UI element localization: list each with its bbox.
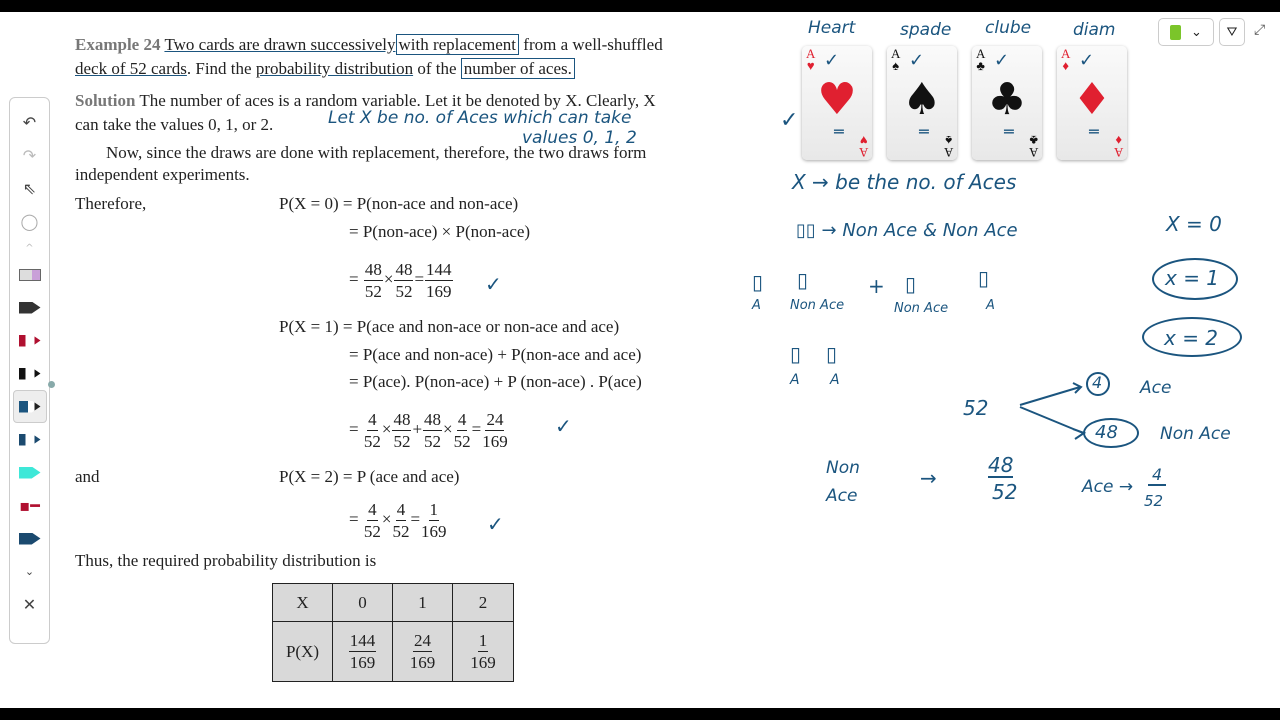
card-corner: A ♠ bbox=[891, 46, 901, 73]
table-cell: $\frac{1}{169}$ bbox=[453, 622, 514, 682]
playing-card bbox=[1057, 46, 1127, 160]
therefore-label: Therefore, bbox=[75, 194, 147, 213]
px1-step-3: = P(ace). P(non-ace) + P (non-ace) . P(ace) bbox=[349, 372, 642, 391]
fountain-pen-icon[interactable] bbox=[13, 522, 47, 555]
solution-line-3: Now, since the draws are done with replacement, therefore, the two draws form bbox=[106, 143, 647, 162]
handwritten-note: 48 bbox=[1095, 422, 1118, 443]
chevron-up-icon[interactable]: ^ bbox=[25, 242, 34, 254]
bottom-letterbox bbox=[0, 708, 1280, 720]
handwritten-note: Ace bbox=[1140, 378, 1172, 398]
card-corner: A ♠ bbox=[943, 133, 953, 160]
example-heading: Example 24 Two cards are drawn successively with replacement from a well-shuffled bbox=[75, 35, 663, 54]
suit-label: spade bbox=[900, 20, 952, 40]
double-line-mark: ═ bbox=[919, 122, 929, 141]
pen-red-icon[interactable] bbox=[13, 324, 47, 357]
pen-navy-icon[interactable] bbox=[13, 423, 47, 456]
undo-icon[interactable]: ↶ bbox=[22, 113, 37, 132]
handwritten-note: 52 bbox=[963, 396, 989, 420]
handwritten-note: Non Ace bbox=[894, 301, 949, 316]
probability-distribution-table bbox=[272, 583, 514, 682]
table-header: 2 bbox=[453, 584, 514, 622]
double-line-mark: ═ bbox=[834, 122, 844, 141]
card-corner: A ♥ bbox=[858, 133, 868, 160]
table-header: 0 bbox=[333, 584, 393, 622]
card-corner: A ♥ bbox=[806, 46, 816, 73]
pen-icon[interactable] bbox=[13, 291, 47, 324]
card-box-icon: ▯ bbox=[826, 342, 838, 366]
highlighter-icon[interactable] bbox=[13, 456, 47, 489]
suit-label: Heart bbox=[808, 18, 856, 38]
card-suit-icon: ♥ bbox=[817, 74, 857, 125]
playing-card bbox=[972, 46, 1042, 160]
and-label: and bbox=[75, 467, 100, 486]
notebook-icon bbox=[1170, 25, 1181, 40]
handwritten-note: 4 bbox=[1092, 373, 1103, 392]
check-mark-icon: ✓ bbox=[555, 414, 572, 438]
suit-label: clube bbox=[985, 18, 1032, 38]
check-mark-icon: ✓ bbox=[994, 50, 1010, 71]
handwritten-note: 48 bbox=[988, 453, 1014, 477]
card-suit-icon: ♦ bbox=[1072, 74, 1112, 125]
arrow-icon: → bbox=[920, 466, 937, 490]
card-box-icon: ▯ bbox=[790, 342, 802, 366]
table-cell: $\frac{24}{169}$ bbox=[393, 622, 453, 682]
ruler-icon[interactable]: ▪━ bbox=[19, 496, 40, 515]
handwritten-note: 52 bbox=[1144, 492, 1164, 510]
table-row bbox=[273, 622, 514, 682]
drawing-toolbar bbox=[9, 97, 50, 644]
card-box-icon: ▯ bbox=[905, 272, 917, 296]
handwritten-note: X = 0 bbox=[1166, 212, 1222, 236]
check-mark-icon: ✓ bbox=[909, 50, 925, 71]
handwritten-note: A bbox=[830, 372, 840, 388]
card-box-icon: ▯ bbox=[797, 268, 809, 292]
check-mark-icon: ✓ bbox=[824, 50, 840, 71]
handwritten-note: Let X be no. of Aces which can take bbox=[328, 108, 632, 128]
px0-equation: P(X = 0) = P(non-ace and non-ace) bbox=[279, 194, 519, 213]
table-cell: P(X) bbox=[273, 622, 333, 682]
filter-button[interactable] bbox=[1219, 18, 1245, 46]
card-box-icon: ▯ bbox=[752, 270, 764, 294]
px0-step-2: = P(non-ace) × P(non-ace) bbox=[349, 222, 531, 241]
handwritten-note: ▯▯ → Non Ace & Non Ace bbox=[796, 220, 1018, 241]
px2-equation: P(X = 2) = P (ace and ace) bbox=[279, 467, 460, 486]
notebook-button[interactable] bbox=[1158, 18, 1214, 46]
double-line-mark: ═ bbox=[1089, 122, 1099, 141]
handwritten-note: 52 bbox=[992, 480, 1018, 504]
px0-result: = $\frac{48}{52}$ × $\frac{48}{52}$ = $\frac{144}{169}$ bbox=[349, 260, 452, 301]
check-mark-icon: ✓ bbox=[485, 272, 502, 296]
chevron-down-icon[interactable]: ⌄ bbox=[24, 565, 35, 578]
handwritten-note: Ace bbox=[826, 486, 858, 506]
pen-blue-icon[interactable] bbox=[13, 390, 47, 423]
expand-icon[interactable]: ⤢ bbox=[1254, 22, 1266, 38]
card-corner: A ♣ bbox=[976, 46, 986, 73]
handwritten-note: x = 1 bbox=[1165, 266, 1220, 290]
px1-step-2: = P(ace and non-ace) + P(non-ace and ace) bbox=[349, 345, 642, 364]
handwritten-note: A bbox=[986, 298, 995, 313]
handwritten-note: A bbox=[752, 298, 761, 313]
solution-line-4: independent experiments. bbox=[75, 165, 250, 184]
suit-label: diam bbox=[1073, 20, 1116, 40]
eraser-icon[interactable] bbox=[13, 258, 47, 291]
check-mark-icon: ✓ bbox=[780, 108, 799, 133]
card-corner: A ♣ bbox=[1028, 133, 1038, 160]
handwritten-note: 4 bbox=[1148, 466, 1166, 486]
chevron-down-icon: ⌄ bbox=[1191, 24, 1202, 40]
select-icon[interactable]: ⇖ bbox=[22, 179, 37, 198]
check-mark-icon: ✓ bbox=[1079, 50, 1095, 71]
table-row bbox=[273, 584, 514, 622]
playing-card bbox=[802, 46, 872, 160]
card-corner: A ♦ bbox=[1061, 46, 1071, 73]
conclusion-text: Thus, the required probability distribution is bbox=[75, 551, 377, 570]
solution-line-2: can take the values 0, 1, or 2. bbox=[75, 115, 274, 134]
playing-card bbox=[887, 46, 957, 160]
solution-line-1: Solution The number of aces is a random variable. Let it be denoted by X. Clearly, X bbox=[75, 91, 656, 110]
handwritten-note: X → be the no. of Aces bbox=[792, 170, 1017, 194]
close-icon[interactable]: ✕ bbox=[22, 595, 37, 614]
handwritten-note: + bbox=[868, 274, 885, 298]
top-letterbox bbox=[0, 0, 1280, 12]
toolbar-resize-handle[interactable] bbox=[48, 381, 55, 388]
card-suit-icon: ♣ bbox=[987, 74, 1027, 125]
px1-equation: P(X = 1) = P(ace and non-ace or non-ace and ace) bbox=[279, 317, 620, 336]
example-line-2: deck of 52 cards. Find the probability distribution of the number of aces. bbox=[75, 59, 575, 79]
filter-icon: ⛛ bbox=[1226, 24, 1238, 40]
handwritten-note: Ace → bbox=[1082, 477, 1134, 497]
check-mark-icon: ✓ bbox=[487, 512, 504, 536]
handwritten-note: values 0, 1, 2 bbox=[522, 128, 637, 148]
handwritten-note: x = 2 bbox=[1164, 326, 1219, 350]
handwritten-note: Non Ace bbox=[1160, 424, 1231, 444]
pen-black-icon[interactable] bbox=[13, 357, 47, 390]
redo-icon[interactable]: ↷ bbox=[22, 146, 37, 165]
handwritten-note: Non bbox=[826, 458, 860, 478]
table-header: X bbox=[273, 584, 333, 622]
handwritten-note: Non Ace bbox=[790, 298, 845, 313]
table-cell: $\frac{144}{169}$ bbox=[333, 622, 393, 682]
px2-result: = $\frac{4}{52}$ × $\frac{4}{52}$ = $\frac{1}{169}$ bbox=[349, 500, 447, 541]
card-corner: A ♦ bbox=[1113, 133, 1123, 160]
card-suit-icon: ♠ bbox=[902, 74, 942, 125]
table-header: 1 bbox=[393, 584, 453, 622]
double-line-mark: ═ bbox=[1004, 122, 1014, 141]
lasso-icon[interactable]: ◯ bbox=[20, 212, 39, 231]
card-box-icon: ▯ bbox=[978, 266, 990, 290]
px1-result: = $\frac{4}{52}$ × $\frac{48}{52}$ + $\frac{48}{52}$ × $\frac{4}{52}$ = $\frac{24}{169}$ bbox=[349, 410, 508, 451]
handwritten-note: A bbox=[790, 372, 800, 388]
